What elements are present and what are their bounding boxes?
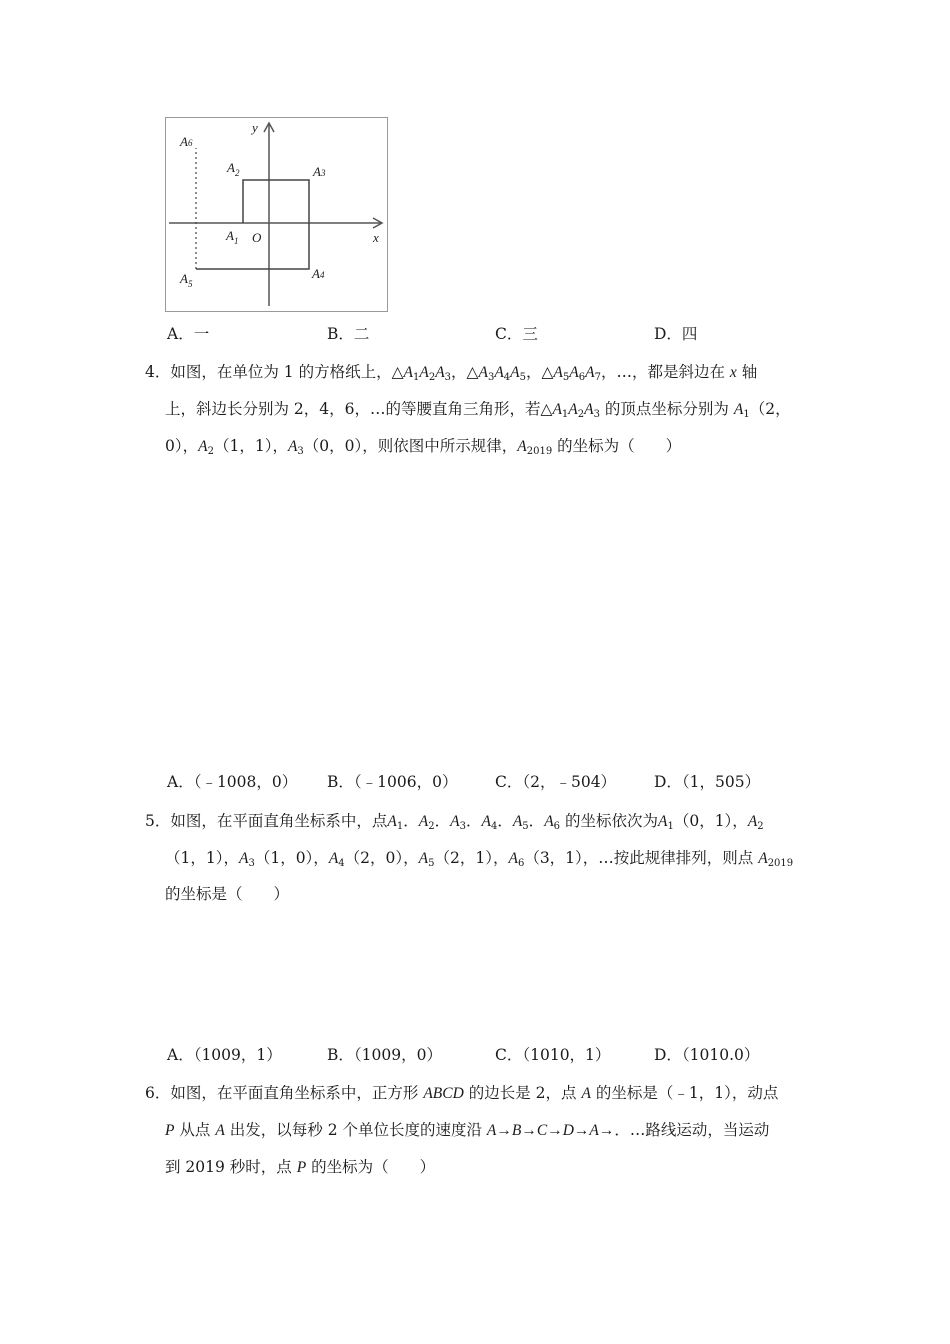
q5-line1-b: 的坐标依次为 (564, 812, 658, 830)
q4-option-c: C．（2，﹣504） (495, 773, 617, 791)
q3-option-c: C．三 (495, 325, 538, 343)
q6-var-a: A (581, 1085, 591, 1102)
coordinate-figure (165, 117, 388, 312)
x-axis-label: x (373, 230, 379, 245)
q3-option-d: D．四 (654, 325, 698, 343)
q4-line3-a: 0）， (165, 437, 199, 455)
y-axis-label: y (252, 120, 258, 135)
q4-line-1: 4．如图，在单位为 1 的方格纸上，$\triangle A_1A_2A_3$，$\triangle A_3A_4A_5$，$\triangle A_5A_6A_7$，…，都是斜边在 x 轴 (145, 363, 758, 383)
q3-option-b: B．二 (327, 325, 370, 343)
label-a6: A6 (180, 134, 193, 149)
q6-var-p: P (165, 1122, 175, 1139)
q4-option-a: A．（﹣1008，0） (167, 773, 298, 791)
q4-option-b: B．（﹣1006，0） (327, 773, 458, 791)
q4-text-2: ，都是斜边在 (631, 363, 725, 381)
label-a2: $A_2$ (227, 160, 240, 178)
q4-line-2: 上，斜边长分别为 2，4，6，…的等腰直角三角形，若$\triangle A_1A_2A_3$ 的顶点坐标分别为 $A_1(2$， (165, 400, 791, 420)
q6-var-abcd: ABCD (423, 1085, 464, 1102)
q5-option-d: D．（1010.0） (654, 1046, 760, 1064)
spiral-path (196, 180, 309, 269)
q4-line2-b: 的顶点坐标分别为 (604, 400, 729, 418)
label-a3: A3 (313, 164, 326, 179)
q5-line-1: 5．如图，在平面直角坐标系中，点$A_1$．$A_2$．$A_3$．$A_4$．$A_5$．$A_6$ 的坐标依次为$A_1(0$，1），$A_2$ (145, 812, 764, 832)
q4-var-x: x (729, 364, 737, 381)
coordinate-diagram (166, 118, 387, 311)
q3-option-a: A．一 (167, 325, 210, 343)
q4-text-3: 轴 (741, 363, 758, 381)
q4-line-3: 0），$A_2(1$，1），$A_3(0$，0），则依图中所示规律，$A_{2019}$ 的坐标为（ ） (165, 437, 682, 457)
q6-path: A→B→C→D→A→ (486, 1122, 615, 1139)
q5-option-a: A．（1009，1） (167, 1046, 282, 1064)
q6-line-2 (165, 1120, 769, 1141)
q4-line2-c: （2， (749, 400, 791, 418)
q4-number: 4． (145, 363, 171, 381)
q5-option-b: B．（1009，0） (327, 1046, 442, 1064)
q6-line2-a: 从点 (179, 1121, 211, 1139)
q6-line-3 (165, 1157, 435, 1178)
label-a4: A4 (312, 266, 325, 281)
q6-line1-a: 如图，在平面直角坐标系中，正方形 (170, 1084, 419, 1102)
q6-line1-c: 的坐标是（﹣1，1），动点 (595, 1084, 779, 1102)
q6-var-a-2: A (215, 1122, 225, 1139)
q5-number: 5． (145, 812, 171, 830)
q5-line1-a: 如图，在平面直角坐标系中，点 (170, 812, 388, 830)
q6-number: 6． (145, 1084, 171, 1102)
q5-line-3: 的坐标是（ ） (165, 885, 290, 903)
q4-option-d: D．（1，505） (654, 773, 761, 791)
q5-line1-c: （0，1）， (673, 812, 748, 830)
q4-text-1: 如图，在单位为 1 的方格纸上，△ (170, 363, 404, 381)
q6-line3-a: 到 2019 秒时，点 (165, 1158, 292, 1176)
q6-line-1 (145, 1083, 778, 1104)
label-a1: $A_1$ (226, 228, 239, 246)
q6-line1-b: 的边长是 2，点 (468, 1084, 577, 1102)
q4-line3-d: 的坐标为（ ） (557, 437, 682, 455)
q4-line3-b: （1，1）， (213, 437, 288, 455)
label-a5: $A_5$ (180, 271, 193, 289)
q6-line2-c: ．…路线运动，当运动 (614, 1121, 770, 1139)
q6-line3-b: 的坐标为（ ） (311, 1158, 436, 1176)
origin-label: O (252, 230, 262, 245)
q5-line-2: （1，1），$A_3(1$，0），$A_4(2$，0），$A_5(2$，1），$A_6(3$，1），…按此规律排列，则点 $A_{2019}$ (165, 849, 794, 869)
q5-option-c: C．（1010，1） (495, 1046, 611, 1064)
q6-line2-b: 出发，以每秒 2 个单位长度的速度沿 (229, 1121, 482, 1139)
q4-line2-a: 上，斜边长分别为 2，4，6，…的等腰直角三角形，若△ (165, 400, 553, 418)
q4-line3-c: （0，0），则依图中所示规律， (303, 437, 518, 455)
q6-var-p-2: P (296, 1159, 307, 1176)
